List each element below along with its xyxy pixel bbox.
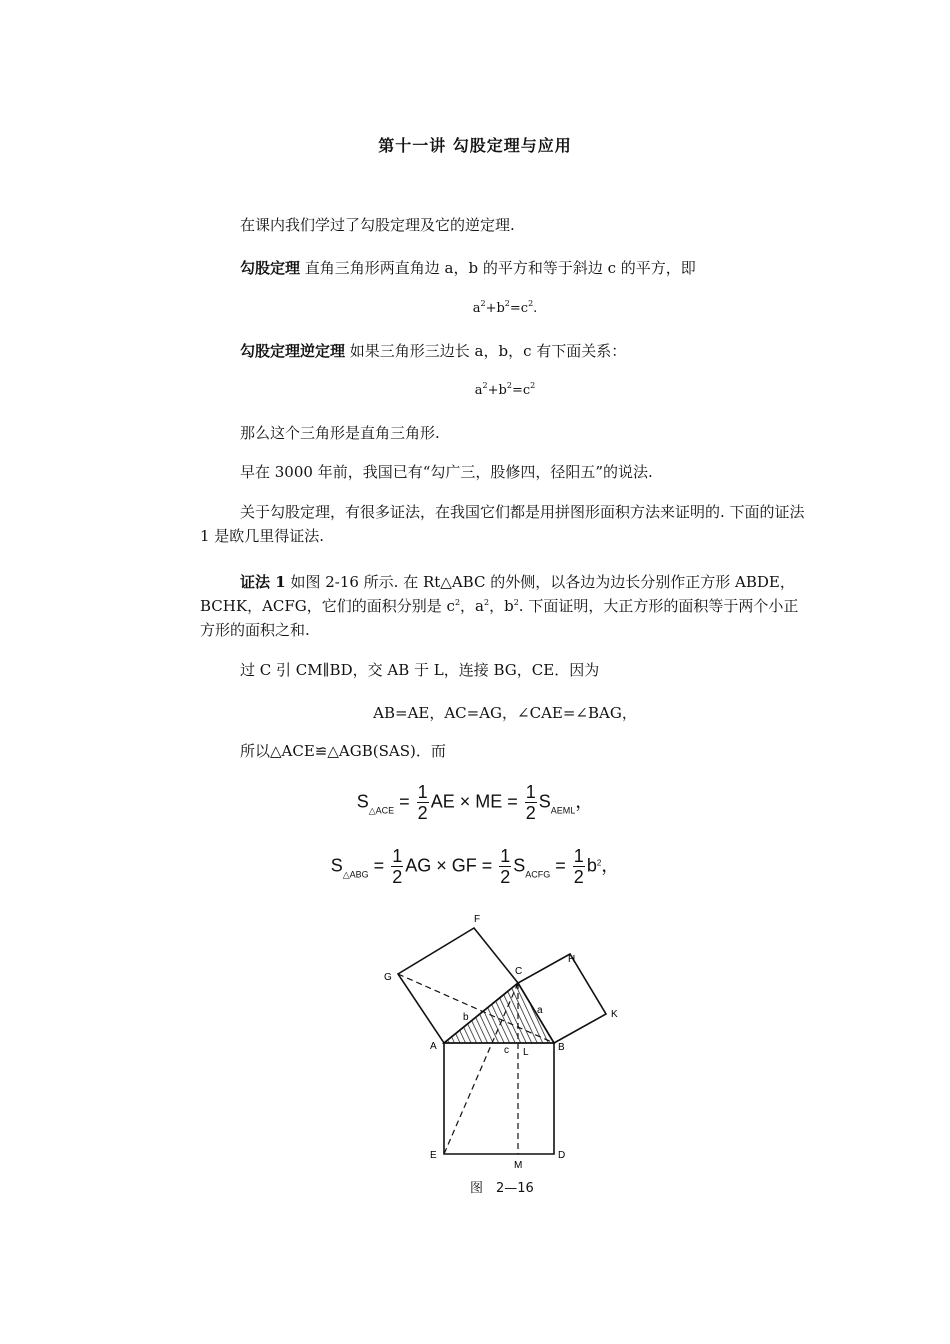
- equation-converse: $a^2+b^2=c^2$: [474, 381, 536, 398]
- paragraph-right-triangle: 那么这个三角形是直角三角形.: [240, 424, 440, 442]
- paragraph-proofs: 关于勾股定理，有很多证法，在我国它们都是用拼图形面积方法来证明的. 下面的证法 1 是欧几里得证法.: [200, 503, 805, 545]
- label-h: H: [568, 954, 576, 965]
- label-e: E: [430, 1150, 437, 1161]
- paragraph-construction: 过 C 引 CM∥BD，交 AB 于 L，连接 BG，CE．因为: [240, 661, 600, 679]
- label-side-b: b: [463, 1012, 469, 1023]
- converse-label: 勾股定理逆定理: [240, 342, 346, 360]
- converse-text: 如果三角形三边长 a，b，c 有下面关系：: [345, 342, 627, 360]
- paragraph-converse: [200, 339, 810, 363]
- formula-area-ace: $S_{\triangle ACE}$ = $\frac{1}{2}$ AE × ME = $\frac{1}{2}$ $S_{AEML}$，: [356, 782, 594, 823]
- paragraph-theorem: [200, 256, 810, 280]
- label-f: F: [474, 914, 481, 925]
- page-title: 第十一讲 勾股定理与应用: [378, 136, 572, 155]
- paragraph-proof-1: 证法 1 如图 2-16 所示. 在 Rt△ABC 的外侧，以各边为边长分别作正方形 ABDE，BCHK，ACFG，它们的面积分别是 $c^2$，$a^2$，$b^2$. 下面证明，大正方形的面积等于两个小正方形的面积之和.: [200, 573, 799, 639]
- label-c: C: [515, 966, 523, 977]
- proof-label: 证法 1: [240, 573, 286, 591]
- equation-pythagoras: $a^2+b^2=c^2$.: [472, 299, 538, 316]
- label-side-a: a: [537, 1005, 543, 1016]
- label-g: G: [384, 972, 392, 983]
- label-m: M: [514, 1160, 523, 1171]
- figure-caption: 图 2—16: [470, 1181, 534, 1196]
- formula-area-abg: $S_{\triangle ABG}$ = $\frac{1}{2}$ AG × GF = $\frac{1}{2}$ $S_{ACFG}$ = $\frac{1}{2}$ $b^2$，: [330, 846, 620, 887]
- paragraph-congruent: 所以△ACE≌△AGB(SAS)．而: [240, 742, 446, 760]
- paragraph-intro: 在课内我们学过了勾股定理及它的逆定理.: [240, 216, 515, 234]
- label-b: B: [558, 1042, 565, 1053]
- figure-2-16-diagram: [370, 910, 650, 1172]
- label-k: K: [611, 1009, 618, 1020]
- theorem-text: 直角三角形两直角边 a，b 的平方和等于斜边 c 的平方，即: [300, 259, 696, 277]
- label-d: D: [558, 1150, 566, 1161]
- square-abde: [444, 1043, 554, 1154]
- theorem-label: 勾股定理: [240, 259, 301, 277]
- paragraph-history: 早在 3000 年前，我国已有“勾广三，股修四，径阳五”的说法.: [240, 463, 653, 481]
- label-a: A: [430, 1041, 437, 1052]
- equation-congruence-conditions: AB=AE，AC=AG，∠CAE=∠BAG，: [373, 704, 637, 722]
- label-l: L: [523, 1047, 529, 1058]
- label-side-c: c: [504, 1045, 509, 1056]
